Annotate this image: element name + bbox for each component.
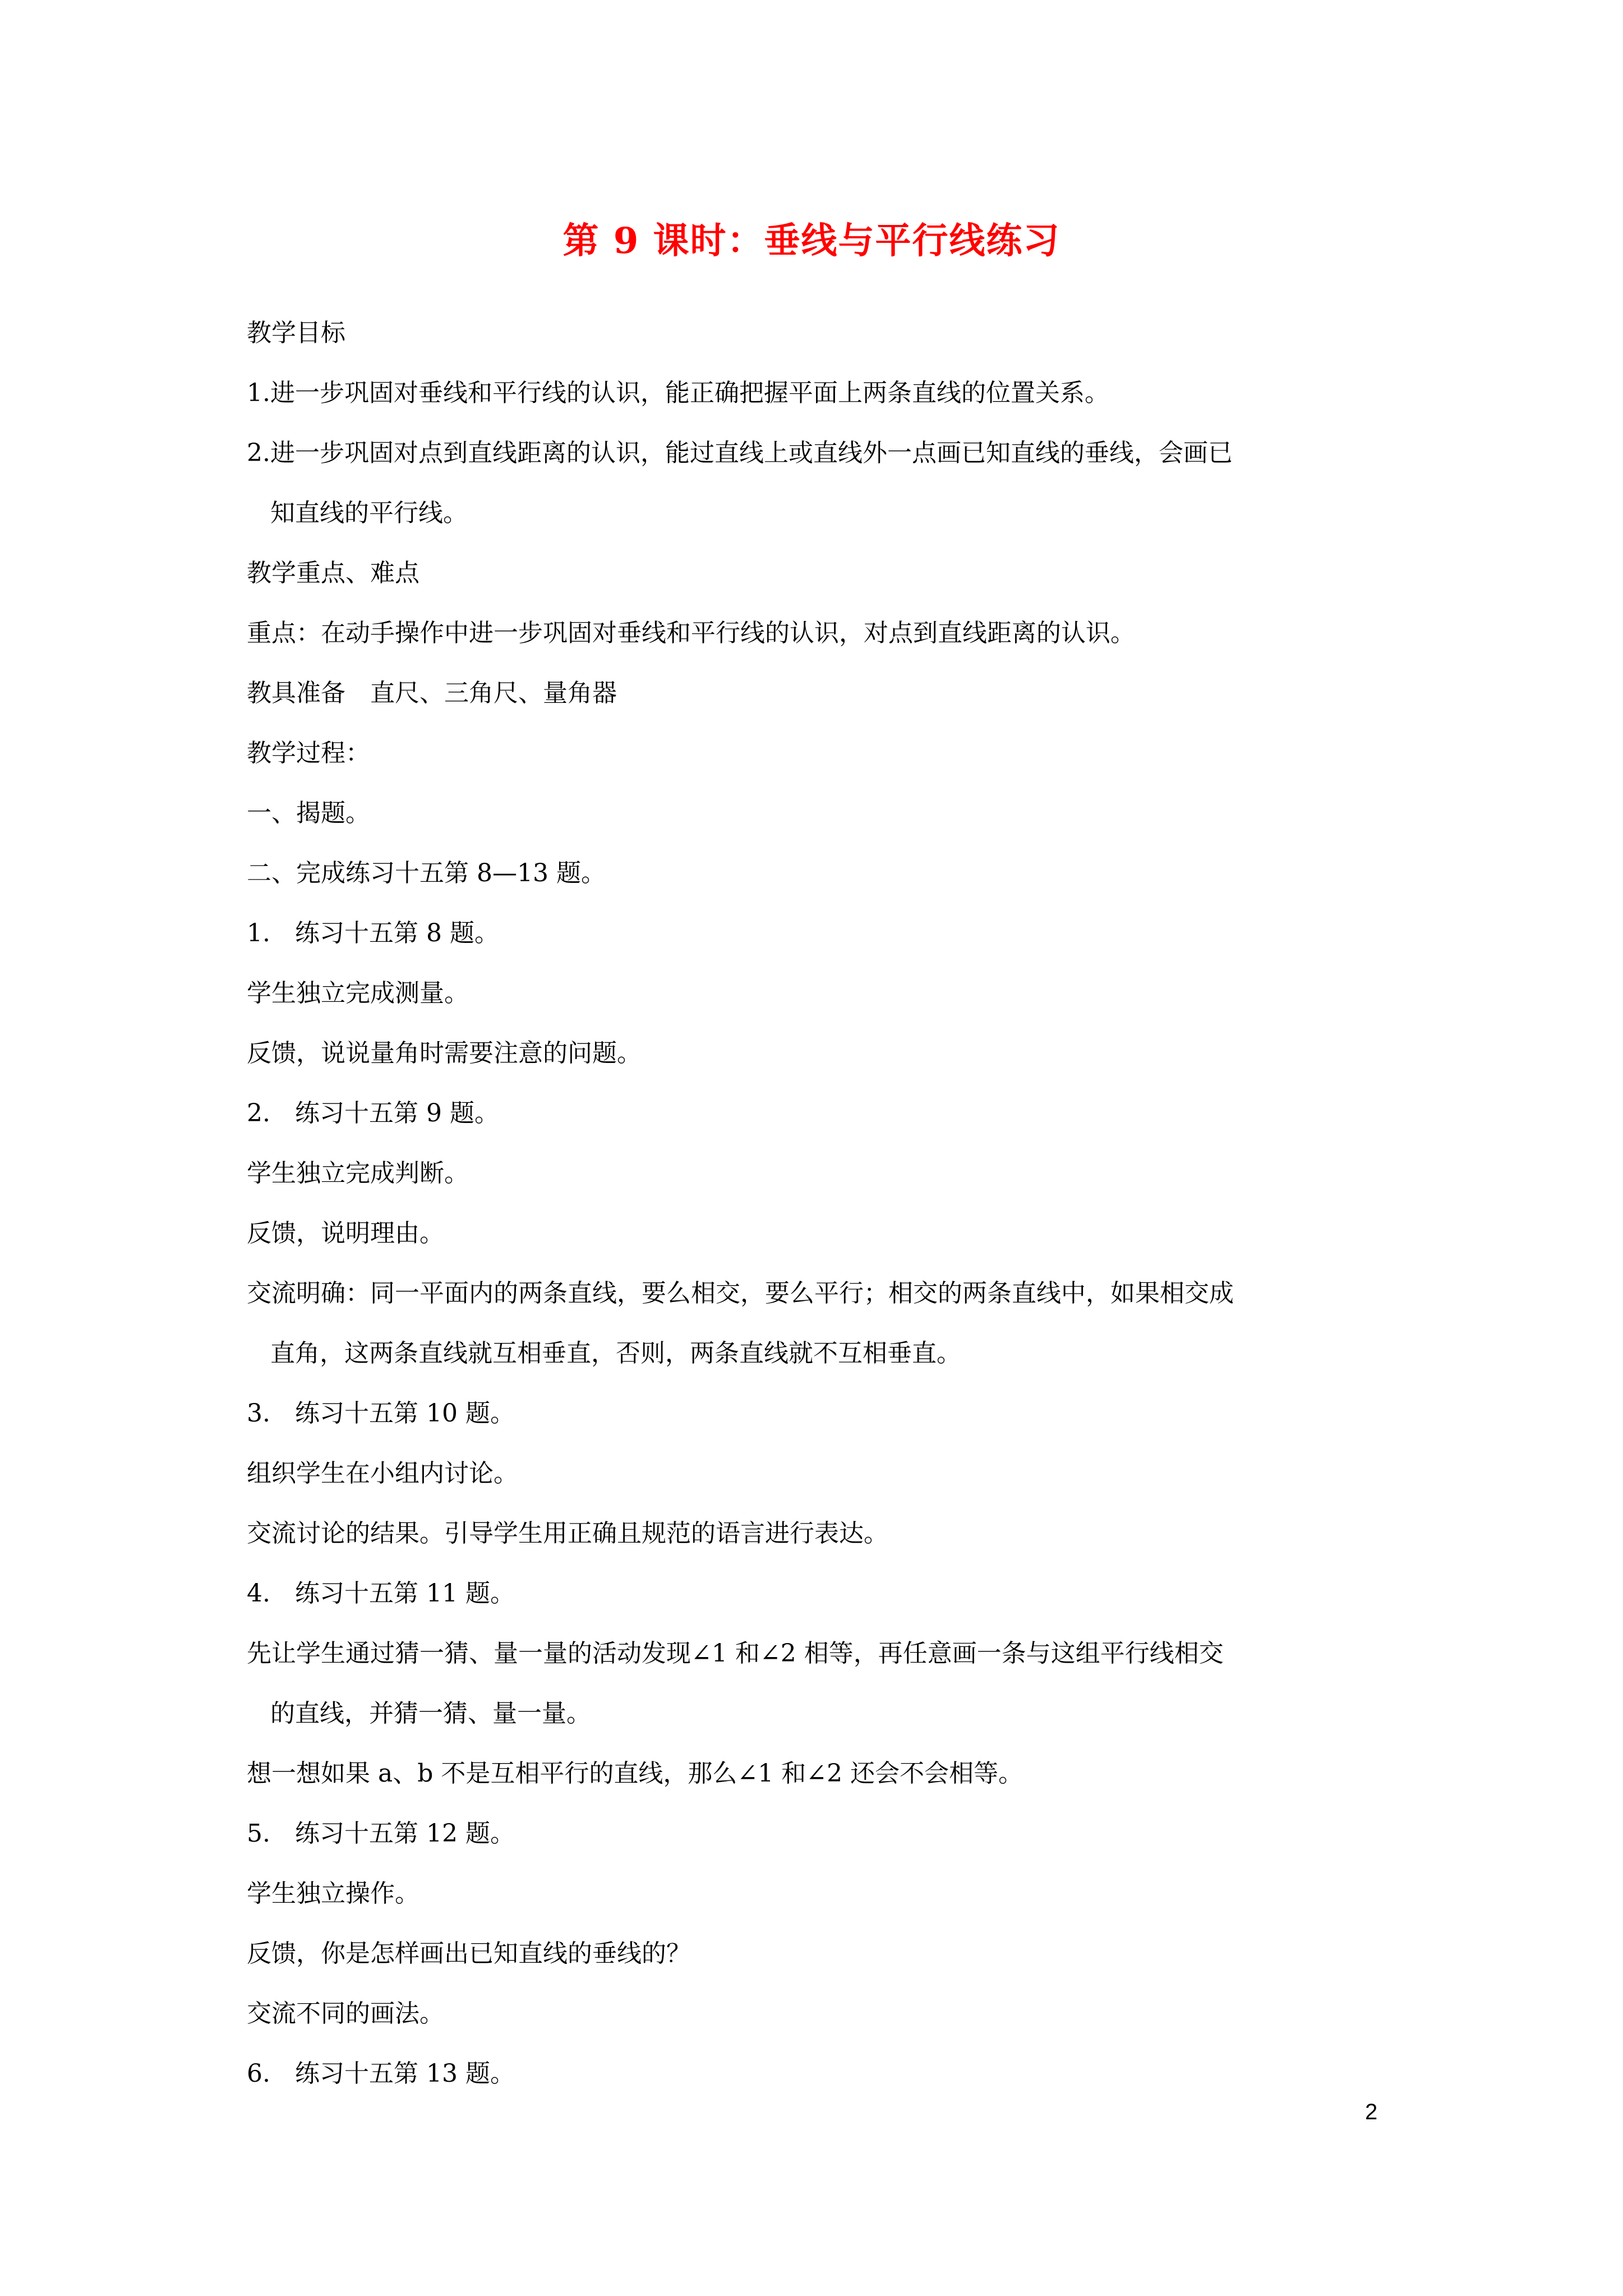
paragraph-line: 学生独立完成测量。	[247, 979, 469, 1007]
paragraph-line: 一、揭题。	[247, 799, 370, 827]
paragraph-continuation: 直角，这两条直线就互相垂直，否则，两条直线就不互相垂直。	[270, 1339, 961, 1368]
paragraph-line: 5. 练习十五第 12 题。	[247, 1819, 515, 1848]
paragraph-line: 交流明确：同一平面内的两条直线，要么相交，要么平行；相交的两条直线中，如果相交成	[247, 1279, 1234, 1308]
paragraph-line: 教具准备 直尺、三角尺、量角器	[247, 679, 617, 707]
paragraph-line: 1.进一步巩固对垂线和平行线的认识，能正确把握平面上两条直线的位置关系。	[247, 379, 1109, 407]
lesson-body	[247, 303, 1391, 2104]
paragraph-line: 学生独立完成判断。	[247, 1159, 469, 1188]
paragraph-line: 6. 练习十五第 13 题。	[247, 2059, 515, 2088]
paragraph-line: 3. 练习十五第 10 题。	[247, 1399, 515, 1428]
paragraph-continuation: 知直线的平行线。	[270, 499, 468, 527]
paragraph-line: 1. 练习十五第 8 题。	[247, 919, 499, 947]
page-number: 2	[1365, 2100, 1378, 2124]
paragraph-line: 反馈，说说量角时需要注意的问题。	[247, 1039, 642, 1068]
paragraph-line: 教学目标	[247, 319, 345, 347]
paragraph-line: 交流讨论的结果。引导学生用正确且规范的语言进行表达。	[247, 1519, 888, 1548]
paragraph-line: 想一想如果 a、b 不是互相平行的直线，那么∠1 和∠2 还会不会相等。	[247, 1759, 1023, 1788]
paragraph-line: 反馈，说明理由。	[247, 1219, 444, 1248]
paragraph-line: 重点：在动手操作中进一步巩固对垂线和平行线的认识，对点到直线距离的认识。	[247, 619, 1135, 647]
paragraph-line: 组织学生在小组内讨论。	[247, 1459, 518, 1488]
paragraph-line: 2. 练习十五第 9 题。	[247, 1099, 499, 1128]
paragraph-line: 学生独立操作。	[247, 1879, 419, 1908]
paragraph-line: 交流不同的画法。	[247, 1999, 444, 2028]
paragraph-line: 2.进一步巩固对点到直线距离的认识，能过直线上或直线外一点画已知直线的垂线，会画已	[247, 439, 1233, 467]
paragraph-line: 教学过程：	[247, 739, 370, 767]
paragraph-line: 反馈，你是怎样画出已知直线的垂线的？	[247, 1939, 691, 1968]
lesson-title: 第 9 课时：垂线与平行线练习	[562, 220, 1061, 262]
paragraph-line: 教学重点、难点	[247, 559, 419, 587]
paragraph-line: 4. 练习十五第 11 题。	[247, 1579, 515, 1608]
paragraph-line: 二、完成练习十五第 8—13 题。	[247, 859, 606, 887]
paragraph-continuation: 的直线，并猜一猜、量一量。	[270, 1699, 591, 1728]
paragraph-line: 先让学生通过猜一猜、量一量的活动发现∠1 和∠2 相等，再任意画一条与这组平行线相交	[247, 1639, 1224, 1668]
